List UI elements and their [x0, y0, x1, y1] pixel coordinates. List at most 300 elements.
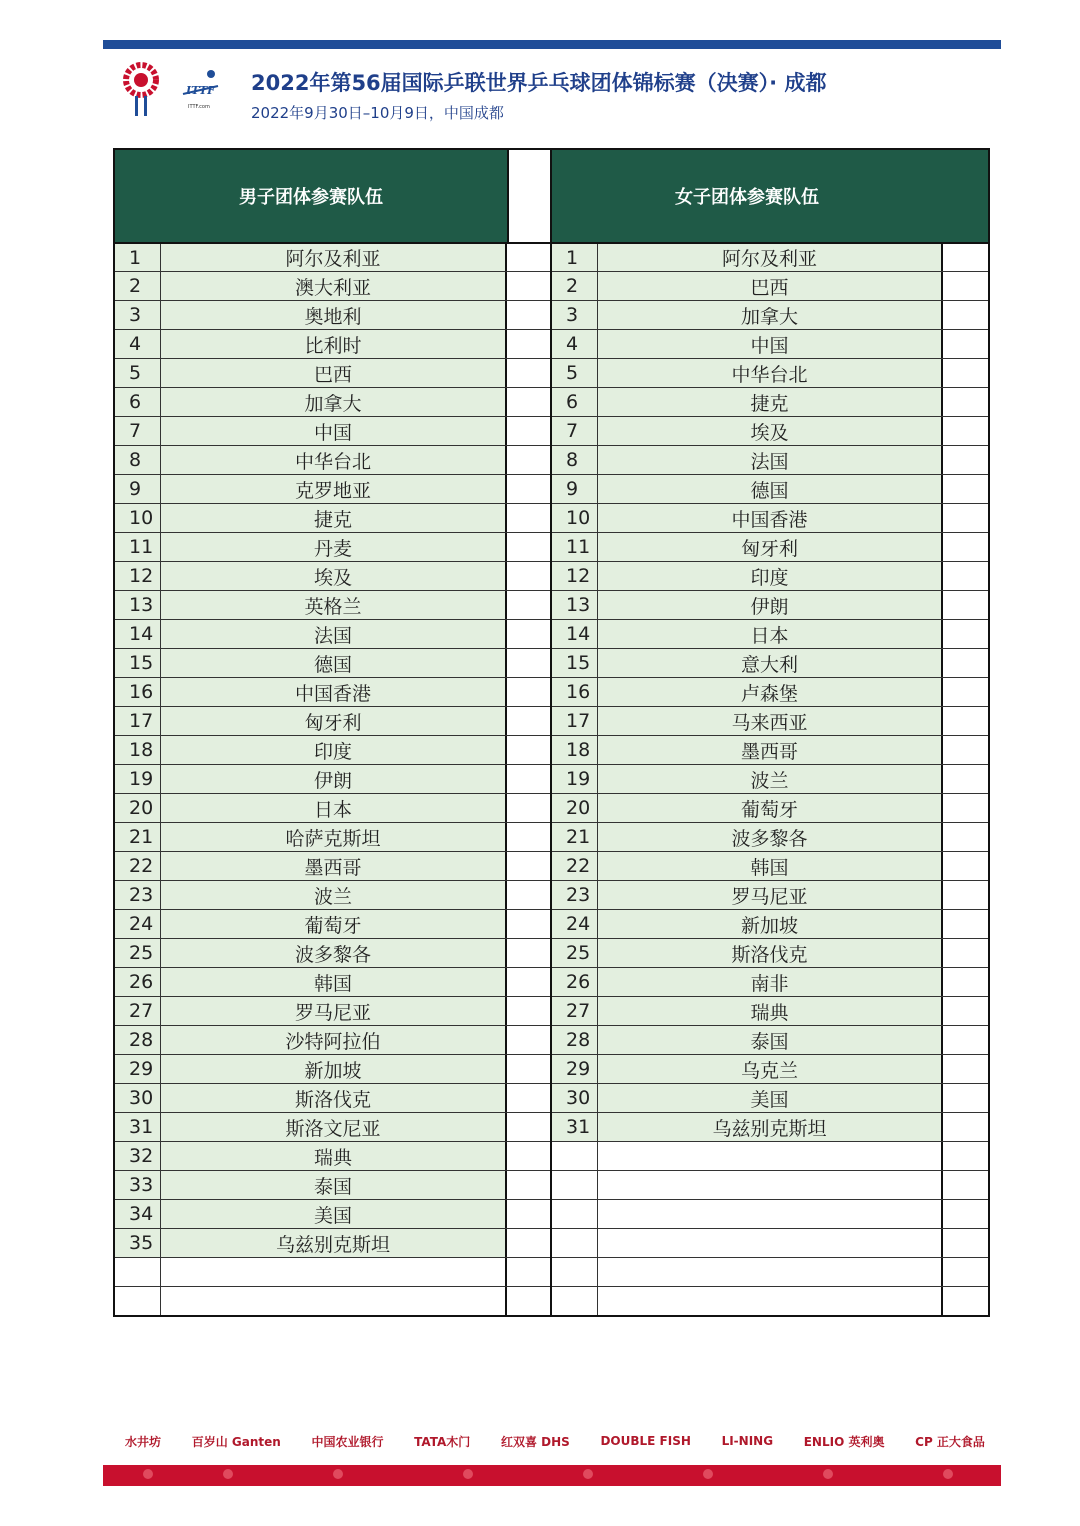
table-row [115, 1170, 550, 1199]
table-row [552, 1112, 988, 1141]
row-number: 10 [115, 504, 161, 532]
blank-cell [943, 475, 988, 503]
team-name: 韩国 [598, 852, 943, 880]
row-number: 24 [552, 910, 598, 938]
row-number: 18 [552, 736, 598, 764]
team-name: 罗马尼亚 [161, 997, 507, 1025]
sponsor-logo: TATA木门 [414, 1434, 471, 1449]
team-name: 波兰 [161, 881, 507, 909]
team-name: 葡萄牙 [161, 910, 507, 938]
row-number: 7 [552, 417, 598, 445]
men-table-rows [115, 242, 550, 1315]
blank-cell [943, 910, 988, 938]
table-row [115, 996, 550, 1025]
blank-cell [507, 649, 550, 677]
team-name [161, 1287, 507, 1315]
row-number: 16 [552, 678, 598, 706]
team-name: 阿尔及利亚 [161, 244, 507, 271]
table-row [552, 793, 988, 822]
blank-cell [943, 244, 988, 271]
row-number: 19 [552, 765, 598, 793]
table-row [552, 1257, 988, 1286]
row-number [552, 1171, 598, 1199]
table-row [115, 503, 550, 532]
table-row [552, 967, 988, 996]
row-number: 19 [115, 765, 161, 793]
sponsor-logo: 百岁山 Ganten [191, 1434, 281, 1449]
team-name: 阿尔及利亚 [598, 244, 943, 271]
sponsor-logo: CP 正大食品 [915, 1434, 985, 1449]
table-row [552, 735, 988, 764]
team-name: 乌克兰 [598, 1055, 943, 1083]
blank-cell [943, 446, 988, 474]
blank-cell [943, 591, 988, 619]
team-name: 德国 [161, 649, 507, 677]
blank-cell [943, 620, 988, 648]
table-row [115, 822, 550, 851]
table-row [115, 880, 550, 909]
row-number: 34 [115, 1200, 161, 1228]
table-row [115, 1083, 550, 1112]
team-name: 中国 [161, 417, 507, 445]
table-row [115, 909, 550, 938]
blank-cell [507, 562, 550, 590]
blank-cell [943, 736, 988, 764]
blank-cell [943, 359, 988, 387]
team-name: 加拿大 [598, 301, 943, 329]
row-number: 25 [115, 939, 161, 967]
table-row [115, 300, 550, 329]
row-number: 17 [552, 707, 598, 735]
team-name: 日本 [161, 794, 507, 822]
blank-cell [943, 765, 988, 793]
row-number: 11 [552, 533, 598, 561]
team-name: 美国 [598, 1084, 943, 1112]
table-row [115, 358, 550, 387]
blank-cell [943, 997, 988, 1025]
team-name: 沙特阿拉伯 [161, 1026, 507, 1054]
blank-cell [507, 997, 550, 1025]
row-number: 35 [115, 1229, 161, 1257]
row-number: 21 [115, 823, 161, 851]
team-name: 日本 [598, 620, 943, 648]
blank-cell [507, 968, 550, 996]
table-row [115, 677, 550, 706]
blank-cell [507, 330, 550, 358]
team-name: 匈牙利 [161, 707, 507, 735]
row-number: 15 [115, 649, 161, 677]
blank-cell [507, 244, 550, 271]
blank-cell [507, 533, 550, 561]
team-name: 乌兹别克斯坦 [161, 1229, 507, 1257]
team-name: 南非 [598, 968, 943, 996]
blank-cell [943, 272, 988, 300]
table-row [115, 793, 550, 822]
row-number: 8 [552, 446, 598, 474]
table-row [552, 1170, 988, 1199]
table-row [552, 619, 988, 648]
team-name: 印度 [598, 562, 943, 590]
team-name [161, 1258, 507, 1286]
row-number: 10 [552, 504, 598, 532]
table-row [115, 1257, 550, 1286]
team-name: 伊朗 [161, 765, 507, 793]
page-title: 2022年第56届国际乒联世界乒乓球团体锦标赛（决赛）· 成都 [251, 71, 827, 95]
table-row [115, 619, 550, 648]
table-row [552, 532, 988, 561]
team-name [598, 1200, 943, 1228]
team-name [598, 1258, 943, 1286]
team-name: 美国 [161, 1200, 507, 1228]
team-name: 瑞典 [598, 997, 943, 1025]
team-name: 韩国 [161, 968, 507, 996]
blank-cell [507, 1142, 550, 1170]
table-row [552, 996, 988, 1025]
blank-cell [943, 388, 988, 416]
row-number: 15 [552, 649, 598, 677]
table-row [552, 358, 988, 387]
blank-cell [943, 504, 988, 532]
table-row [115, 329, 550, 358]
team-name: 卢森堡 [598, 678, 943, 706]
row-number: 28 [115, 1026, 161, 1054]
table-row [115, 1228, 550, 1257]
row-number: 27 [115, 997, 161, 1025]
table-row [552, 1054, 988, 1083]
blank-cell [507, 446, 550, 474]
team-name: 中国香港 [598, 504, 943, 532]
table-row [115, 764, 550, 793]
row-number: 13 [552, 591, 598, 619]
table-row [115, 590, 550, 619]
bottom-decor-bar [103, 1465, 1001, 1486]
blank-cell [943, 1258, 988, 1286]
blank-cell [943, 852, 988, 880]
team-name: 葡萄牙 [598, 794, 943, 822]
table-row [552, 764, 988, 793]
top-bar [103, 40, 1001, 49]
row-number: 17 [115, 707, 161, 735]
team-name: 哈萨克斯坦 [161, 823, 507, 851]
table-row [115, 851, 550, 880]
blank-cell [943, 1084, 988, 1112]
team-name: 捷克 [598, 388, 943, 416]
table-row [552, 909, 988, 938]
sponsor-logo: ENLIO 英利奥 [803, 1434, 885, 1449]
row-number: 6 [552, 388, 598, 416]
team-name: 加拿大 [161, 388, 507, 416]
team-name: 波多黎各 [598, 823, 943, 851]
table-row [552, 329, 988, 358]
table-row [115, 706, 550, 735]
team-name: 瑞典 [161, 1142, 507, 1170]
blank-cell [507, 359, 550, 387]
blank-cell [943, 562, 988, 590]
row-number: 20 [115, 794, 161, 822]
blank-cell [507, 1055, 550, 1083]
table-row [115, 648, 550, 677]
team-name: 斯洛伐克 [598, 939, 943, 967]
table-row [552, 1083, 988, 1112]
row-number: 12 [115, 562, 161, 590]
team-name: 波兰 [598, 765, 943, 793]
table-row [115, 1112, 550, 1141]
row-number: 22 [115, 852, 161, 880]
row-number: 27 [552, 997, 598, 1025]
blank-cell [943, 301, 988, 329]
table-row [115, 387, 550, 416]
row-number: 29 [552, 1055, 598, 1083]
row-number: 1 [115, 244, 161, 271]
blank-cell [507, 765, 550, 793]
row-number [552, 1287, 598, 1315]
blank-cell [507, 417, 550, 445]
blank-cell [507, 1200, 550, 1228]
blank-cell [507, 1171, 550, 1199]
sponsor-logo: 红双喜 DHS [500, 1434, 570, 1449]
team-name [598, 1229, 943, 1257]
team-name: 丹麦 [161, 533, 507, 561]
row-number [552, 1200, 598, 1228]
row-number: 5 [115, 359, 161, 387]
row-number: 21 [552, 823, 598, 851]
team-name: 巴西 [598, 272, 943, 300]
blank-cell [943, 1055, 988, 1083]
blank-cell [507, 823, 550, 851]
table-row [552, 242, 988, 271]
team-name: 墨西哥 [161, 852, 507, 880]
team-name: 墨西哥 [598, 736, 943, 764]
blank-cell [507, 707, 550, 735]
team-name: 中华台北 [598, 359, 943, 387]
sponsor-bar [125, 1421, 985, 1461]
team-name: 新加坡 [598, 910, 943, 938]
svg-text:ITTF.com: ITTF.com [188, 104, 210, 110]
blank-cell [507, 794, 550, 822]
blank-cell [943, 1200, 988, 1228]
table-row [552, 1199, 988, 1228]
blank-cell [507, 301, 550, 329]
team-name: 法国 [161, 620, 507, 648]
table-row [552, 1141, 988, 1170]
blank-cell [507, 475, 550, 503]
row-number: 31 [115, 1113, 161, 1141]
row-number: 14 [115, 620, 161, 648]
row-number: 24 [115, 910, 161, 938]
blank-cell [943, 678, 988, 706]
team-name: 法国 [598, 446, 943, 474]
blank-cell [507, 1229, 550, 1257]
row-number: 12 [552, 562, 598, 590]
row-number: 30 [115, 1084, 161, 1112]
blank-cell [943, 533, 988, 561]
team-name: 巴西 [161, 359, 507, 387]
table-row [115, 445, 550, 474]
blank-cell [507, 939, 550, 967]
table-row [115, 1141, 550, 1170]
row-number: 28 [552, 1026, 598, 1054]
team-name: 中国香港 [161, 678, 507, 706]
women-table-heading: 女子团体参赛队伍 [552, 150, 942, 242]
row-number: 16 [115, 678, 161, 706]
team-name: 克罗地亚 [161, 475, 507, 503]
row-number [115, 1287, 161, 1315]
page-subtitle: 2022年9月30日–10月9日，中国成都 [251, 104, 504, 122]
blank-cell [943, 1229, 988, 1257]
row-number: 25 [552, 939, 598, 967]
table-row [115, 271, 550, 300]
men-table-heading: 男子团体参赛队伍 [115, 150, 507, 242]
row-number: 1 [552, 244, 598, 271]
table-row [552, 1025, 988, 1054]
team-name: 斯洛文尼亚 [161, 1113, 507, 1141]
blank-cell [507, 1084, 550, 1112]
blank-cell [507, 1026, 550, 1054]
women-heading-extra [942, 150, 988, 242]
table-row [552, 1228, 988, 1257]
row-number: 23 [552, 881, 598, 909]
table-row [115, 967, 550, 996]
row-number: 8 [115, 446, 161, 474]
team-name: 英格兰 [161, 591, 507, 619]
team-name: 马来西亚 [598, 707, 943, 735]
row-number: 31 [552, 1113, 598, 1141]
blank-cell [507, 504, 550, 532]
blank-cell [943, 794, 988, 822]
table-row [552, 706, 988, 735]
team-name: 新加坡 [161, 1055, 507, 1083]
table-row [115, 735, 550, 764]
row-number: 30 [552, 1084, 598, 1112]
blank-cell [507, 910, 550, 938]
blank-cell [943, 330, 988, 358]
row-number: 11 [115, 533, 161, 561]
blank-cell [507, 620, 550, 648]
row-number: 32 [115, 1142, 161, 1170]
table-row [552, 1286, 988, 1315]
blank-cell [507, 1287, 550, 1315]
team-name: 埃及 [161, 562, 507, 590]
row-number: 4 [115, 330, 161, 358]
table-row [552, 474, 988, 503]
blank-cell [943, 1113, 988, 1141]
blank-cell [943, 649, 988, 677]
blank-cell [943, 1287, 988, 1315]
table-row [115, 242, 550, 271]
team-name: 捷克 [161, 504, 507, 532]
women-team-table [550, 148, 990, 1317]
row-number: 23 [115, 881, 161, 909]
table-row [115, 1054, 550, 1083]
blank-cell [943, 417, 988, 445]
row-number [552, 1142, 598, 1170]
row-number: 4 [552, 330, 598, 358]
row-number: 7 [115, 417, 161, 445]
team-name: 罗马尼亚 [598, 881, 943, 909]
row-number: 9 [115, 475, 161, 503]
row-number: 6 [115, 388, 161, 416]
women-table-rows [552, 242, 988, 1315]
sponsor-logo: DOUBLE FISH [600, 1434, 691, 1448]
team-name: 印度 [161, 736, 507, 764]
row-number: 20 [552, 794, 598, 822]
blank-cell [507, 678, 550, 706]
row-number [115, 1258, 161, 1286]
blank-cell [507, 388, 550, 416]
row-number: 3 [552, 301, 598, 329]
team-name: 伊朗 [598, 591, 943, 619]
table-row [115, 532, 550, 561]
men-team-table [113, 148, 552, 1317]
team-name: 德国 [598, 475, 943, 503]
table-row [552, 648, 988, 677]
team-name: 奥地利 [161, 301, 507, 329]
table-row [552, 387, 988, 416]
row-number: 2 [552, 272, 598, 300]
row-number: 14 [552, 620, 598, 648]
row-number: 33 [115, 1171, 161, 1199]
table-row [552, 822, 988, 851]
row-number: 2 [115, 272, 161, 300]
team-name: 匈牙利 [598, 533, 943, 561]
blank-cell [943, 1142, 988, 1170]
row-number: 3 [115, 301, 161, 329]
blank-cell [943, 968, 988, 996]
championship-emblem-icon [119, 60, 163, 118]
table-row [115, 938, 550, 967]
table-row [115, 416, 550, 445]
table-row [552, 590, 988, 619]
men-heading-gap [507, 150, 552, 242]
team-name: 泰国 [161, 1171, 507, 1199]
row-number: 26 [552, 968, 598, 996]
row-number [552, 1229, 598, 1257]
row-number: 9 [552, 475, 598, 503]
team-name: 泰国 [598, 1026, 943, 1054]
blank-cell [943, 823, 988, 851]
team-name: 埃及 [598, 417, 943, 445]
team-name: 波多黎各 [161, 939, 507, 967]
ittf-logo-icon [178, 66, 224, 112]
sponsor-logo: LI-NING [721, 1434, 774, 1448]
table-row [115, 1286, 550, 1315]
blank-cell [507, 591, 550, 619]
sponsor-logo: 中国农业银行 [311, 1434, 384, 1449]
team-name [598, 1171, 943, 1199]
blank-cell [507, 736, 550, 764]
row-number: 26 [115, 968, 161, 996]
blank-cell [943, 707, 988, 735]
row-number: 18 [115, 736, 161, 764]
table-row [552, 677, 988, 706]
sponsor-logo: 水井坊 [125, 1434, 162, 1449]
table-row [115, 561, 550, 590]
row-number: 13 [115, 591, 161, 619]
table-row [552, 416, 988, 445]
row-number: 22 [552, 852, 598, 880]
blank-cell [507, 272, 550, 300]
team-name: 斯洛伐克 [161, 1084, 507, 1112]
team-name: 澳大利亚 [161, 272, 507, 300]
team-name: 比利时 [161, 330, 507, 358]
table-row [552, 561, 988, 590]
table-row [552, 445, 988, 474]
blank-cell [507, 1258, 550, 1286]
team-name [598, 1287, 943, 1315]
blank-cell [507, 881, 550, 909]
row-number [552, 1258, 598, 1286]
team-name [598, 1142, 943, 1170]
